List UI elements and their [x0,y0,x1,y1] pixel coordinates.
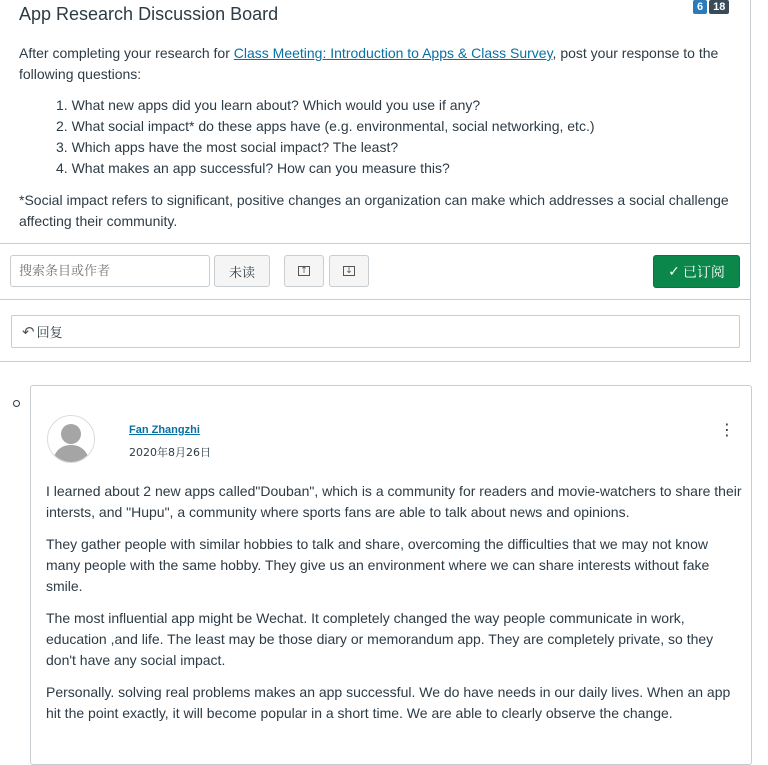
page-title: App Research Discussion Board [19,4,279,24]
avatar[interactable] [47,415,95,463]
question-item: 1. What new apps did you learn about? Which would you use if any? [56,97,481,113]
unread-indicator-icon[interactable] [13,400,20,407]
count-badges [693,0,729,14]
author-link[interactable]: Fan Zhangzhi [129,424,200,436]
topic-panel [0,0,751,362]
arrow-down-icon: ↓ [343,266,355,276]
question-item: 4. What makes an app successful? How can you measure this? [56,160,450,176]
intro-text-after: , post your response to the following questions: [19,45,719,82]
question-item: 2. What social impact* do these apps have (e.g. environmental, social networking, etc.) [56,118,595,134]
social-impact-footnote: *Social impact refers to significant, positive changes an organization can make which addresses a social challenge affecting their community. [19,192,729,229]
question-list [56,95,595,179]
unread-filter-button[interactable]: 未读 [214,255,270,287]
entry-body [46,481,746,735]
entry-paragraph: They gather people with similar hobbies to talk and share, overcoming the difficulties that we may not know many people with the same hobby. They give us an environment where we can share interests without fake smile. [46,536,710,594]
question-item: 3. Which apps have the most social impact? The least? [56,139,399,155]
reply-arrow-icon: ↶ [22,322,35,341]
topic-intro [19,43,739,85]
checkmark-icon: ✓ [668,263,680,280]
subscribed-label: 已订阅 [682,264,725,281]
entry-paragraph: Personally. solving real problems makes an app successful. We do have needs in our daily lives. When an app hit the point exactly, it will become popular in a short time. We are able to clearly observe the change. [46,684,731,721]
entry-paragraph: The most influential app might be Wechat. It completely changed the way people communicate in work, education ,and life. The least may be those diary or memorandum app. They are completely private, so they don't have any social impact. [46,610,714,668]
subscribed-button[interactable] [653,255,740,288]
arrow-up-icon: ↑ [298,266,310,276]
entry-paragraph: I learned about 2 new apps called"Douban", which is a community for readers and movie-watchers to share their intersts, and "Hupu", a community where sports fans are able to talk about news and opinions. [46,483,742,520]
divider [0,243,751,244]
more-options-icon[interactable]: ⋮ [719,422,735,439]
post-date: 2020年8月26日 [129,446,211,459]
expand-all-button[interactable] [329,255,369,287]
total-count-badge: 18 [709,0,729,14]
divider [0,299,751,300]
reply-button[interactable] [11,315,740,348]
intro-text-before: After completing your research for [19,45,234,61]
class-meeting-link[interactable]: Class Meeting: Introduction to Apps & Class Survey [233,45,553,61]
collapse-all-button[interactable] [284,255,324,287]
search-input[interactable] [10,255,210,287]
reply-label: 回复 [36,326,63,341]
unread-count-badge: 6 [693,0,707,14]
discussion-entry [30,385,752,765]
